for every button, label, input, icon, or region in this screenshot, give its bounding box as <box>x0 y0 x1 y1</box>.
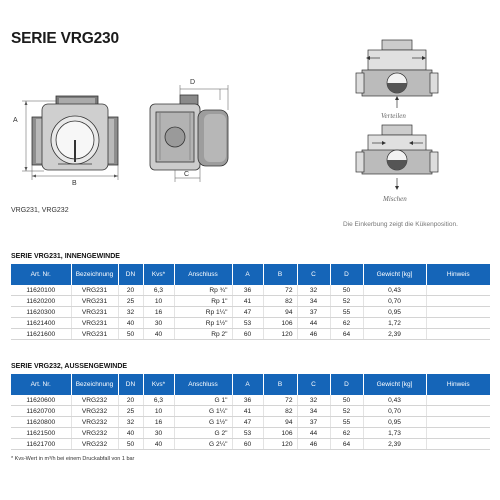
col-bezeichnung: Bezeichnung <box>71 374 118 395</box>
table-row <box>11 395 490 406</box>
dim-d-label: D <box>190 79 196 86</box>
table-header-row <box>11 374 490 395</box>
cell-dn: 40 <box>118 318 143 329</box>
cell-a: 47 <box>232 417 263 428</box>
cell-d: 52 <box>330 296 363 307</box>
col-dn: DN <box>118 264 143 285</box>
cell-gewicht: 0,70 <box>363 296 426 307</box>
cell-a: 53 <box>232 318 263 329</box>
cell-art-nr: 11620200 <box>11 296 71 307</box>
cell-d: 62 <box>330 428 363 439</box>
notch-note: Die Einkerbung zeigt die Kükenposition. <box>343 221 458 228</box>
cell-kvs: 10 <box>143 296 174 307</box>
cell-c: 46 <box>297 439 330 450</box>
col-d: D <box>330 374 363 395</box>
table-header-row <box>11 264 490 285</box>
cell-dn: 32 <box>118 307 143 318</box>
mix-schematic <box>356 125 438 174</box>
cell-bezeichnung: VRG231 <box>71 307 118 318</box>
cell-hinweis <box>426 417 490 428</box>
cell-bezeichnung: VRG232 <box>71 406 118 417</box>
cell-kvs: 30 <box>143 318 174 329</box>
cell-art-nr: 11620600 <box>11 395 71 406</box>
col-kvs: Kvs* <box>143 374 174 395</box>
col-b: B <box>263 374 297 395</box>
cell-c: 34 <box>297 406 330 417</box>
col-anschluss: Anschluss <box>174 264 232 285</box>
cell-bezeichnung: VRG231 <box>71 329 118 340</box>
cell-d: 50 <box>330 395 363 406</box>
models-caption: VRG231, VRG232 <box>11 207 69 214</box>
cell-art-nr: 11620800 <box>11 417 71 428</box>
dim-c-label: C <box>184 171 190 178</box>
cell-anschluss: G 1¼" <box>174 406 232 417</box>
col-c: C <box>297 374 330 395</box>
table-row <box>11 318 490 329</box>
cell-b: 120 <box>263 439 297 450</box>
cell-gewicht: 2,39 <box>363 439 426 450</box>
cell-d: 64 <box>330 329 363 340</box>
cell-anschluss: Rp 1" <box>174 296 232 307</box>
cell-d: 55 <box>330 417 363 428</box>
cell-art-nr: 11620100 <box>11 285 71 296</box>
cell-anschluss: Rp ¾" <box>174 285 232 296</box>
cell-gewicht: 0,70 <box>363 406 426 417</box>
col-dn: DN <box>118 374 143 395</box>
cell-bezeichnung: VRG232 <box>71 417 118 428</box>
table-row <box>11 296 490 307</box>
cell-hinweis <box>426 318 490 329</box>
valve-front-view <box>32 96 118 170</box>
cell-kvs: 16 <box>143 417 174 428</box>
cell-dn: 20 <box>118 395 143 406</box>
cell-dn: 50 <box>118 329 143 340</box>
cell-b: 120 <box>263 329 297 340</box>
cell-hinweis <box>426 439 490 450</box>
cell-c: 34 <box>297 296 330 307</box>
cell-c: 37 <box>297 417 330 428</box>
cell-c: 44 <box>297 428 330 439</box>
cell-hinweis <box>426 406 490 417</box>
series-vrg232-title: SERIE VRG232, AUSSENGEWINDE <box>11 363 128 370</box>
col-d: D <box>330 264 363 285</box>
cell-art-nr: 11621700 <box>11 439 71 450</box>
col-art-nr: Art. Nr. <box>11 374 71 395</box>
cell-art-nr: 11620700 <box>11 406 71 417</box>
cell-dn: 50 <box>118 439 143 450</box>
col-art-nr: Art. Nr. <box>11 264 71 285</box>
cell-kvs: 30 <box>143 428 174 439</box>
cell-c: 44 <box>297 318 330 329</box>
col-hinweis: Hinweis <box>426 264 490 285</box>
cell-bezeichnung: VRG232 <box>71 428 118 439</box>
cell-anschluss: Rp 1¼" <box>174 307 232 318</box>
cell-a: 47 <box>232 307 263 318</box>
cell-gewicht: 1,73 <box>363 428 426 439</box>
cell-b: 82 <box>263 406 297 417</box>
cell-gewicht: 0,95 <box>363 307 426 318</box>
distribute-schematic <box>356 40 438 96</box>
dim-a-label: A <box>13 117 18 124</box>
cell-dn: 25 <box>118 406 143 417</box>
cell-art-nr: 11621600 <box>11 329 71 340</box>
valve-side-view <box>150 95 228 170</box>
cell-art-nr: 11620300 <box>11 307 71 318</box>
cell-a: 60 <box>232 439 263 450</box>
cell-dn: 40 <box>118 428 143 439</box>
cell-dn: 25 <box>118 296 143 307</box>
series-vrg231-table <box>11 264 490 340</box>
cell-a: 36 <box>232 285 263 296</box>
cell-d: 50 <box>330 285 363 296</box>
cell-anschluss: G 2" <box>174 428 232 439</box>
page-title: SERIE VRG230 <box>11 30 119 47</box>
cell-d: 52 <box>330 406 363 417</box>
col-bezeichnung: Bezeichnung <box>71 264 118 285</box>
cell-b: 72 <box>263 285 297 296</box>
cell-bezeichnung: VRG232 <box>71 395 118 406</box>
col-gewicht: Gewicht [kg] <box>363 374 426 395</box>
cell-c: 46 <box>297 329 330 340</box>
cell-d: 64 <box>330 439 363 450</box>
table-row <box>11 406 490 417</box>
cell-hinweis <box>426 329 490 340</box>
cell-bezeichnung: VRG231 <box>71 318 118 329</box>
cell-a: 53 <box>232 428 263 439</box>
cell-d: 55 <box>330 307 363 318</box>
cell-gewicht: 0,95 <box>363 417 426 428</box>
cell-gewicht: 2,39 <box>363 329 426 340</box>
cell-kvs: 40 <box>143 329 174 340</box>
cell-hinweis <box>426 296 490 307</box>
table-row <box>11 307 490 318</box>
cell-b: 72 <box>263 395 297 406</box>
col-a: A <box>232 264 263 285</box>
cell-anschluss: G 1" <box>174 395 232 406</box>
col-kvs: Kvs* <box>143 264 174 285</box>
table-row <box>11 417 490 428</box>
cell-anschluss: G 1½" <box>174 417 232 428</box>
cell-a: 60 <box>232 329 263 340</box>
cell-gewicht: 0,43 <box>363 285 426 296</box>
cell-anschluss: G 2¼" <box>174 439 232 450</box>
col-gewicht: Gewicht [kg] <box>363 264 426 285</box>
cell-hinweis <box>426 395 490 406</box>
cell-c: 32 <box>297 285 330 296</box>
cell-bezeichnung: VRG231 <box>71 285 118 296</box>
series-vrg231-title: SERIE VRG231, INNENGEWINDE <box>11 253 120 260</box>
col-anschluss: Anschluss <box>174 374 232 395</box>
cell-b: 106 <box>263 428 297 439</box>
cell-kvs: 6,3 <box>143 285 174 296</box>
col-c: C <box>297 264 330 285</box>
cell-d: 62 <box>330 318 363 329</box>
cell-c: 32 <box>297 395 330 406</box>
cell-kvs: 6,3 <box>143 395 174 406</box>
cell-hinweis <box>426 428 490 439</box>
cell-kvs: 16 <box>143 307 174 318</box>
cell-b: 94 <box>263 417 297 428</box>
cell-hinweis <box>426 285 490 296</box>
cell-art-nr: 11621400 <box>11 318 71 329</box>
cell-gewicht: 1,72 <box>363 318 426 329</box>
cell-anschluss: Rp 2" <box>174 329 232 340</box>
cell-dn: 32 <box>118 417 143 428</box>
table-row <box>11 285 490 296</box>
cell-a: 41 <box>232 406 263 417</box>
cell-dn: 20 <box>118 285 143 296</box>
cell-art-nr: 11621500 <box>11 428 71 439</box>
col-hinweis: Hinweis <box>426 374 490 395</box>
table-row <box>11 439 490 450</box>
table-row <box>11 329 490 340</box>
mix-label: Mischen <box>383 195 407 203</box>
cell-bezeichnung: VRG232 <box>71 439 118 450</box>
table-row <box>11 428 490 439</box>
cell-b: 106 <box>263 318 297 329</box>
technical-drawings <box>0 0 500 240</box>
col-b: B <box>263 264 297 285</box>
cell-bezeichnung: VRG231 <box>71 296 118 307</box>
cell-kvs: 10 <box>143 406 174 417</box>
cell-b: 94 <box>263 307 297 318</box>
cell-c: 37 <box>297 307 330 318</box>
kvs-footnote: * Kvs-Wert in m³/h bei einem Druckabfall von 1 bar <box>11 456 135 462</box>
cell-kvs: 40 <box>143 439 174 450</box>
cell-b: 82 <box>263 296 297 307</box>
distribute-label: Verteilen <box>381 112 406 120</box>
cell-a: 41 <box>232 296 263 307</box>
col-a: A <box>232 374 263 395</box>
cell-hinweis <box>426 307 490 318</box>
cell-gewicht: 0,43 <box>363 395 426 406</box>
series-vrg232-table <box>11 374 490 450</box>
cell-a: 36 <box>232 395 263 406</box>
cell-anschluss: Rp 1½" <box>174 318 232 329</box>
dim-b-label: B <box>72 180 77 187</box>
